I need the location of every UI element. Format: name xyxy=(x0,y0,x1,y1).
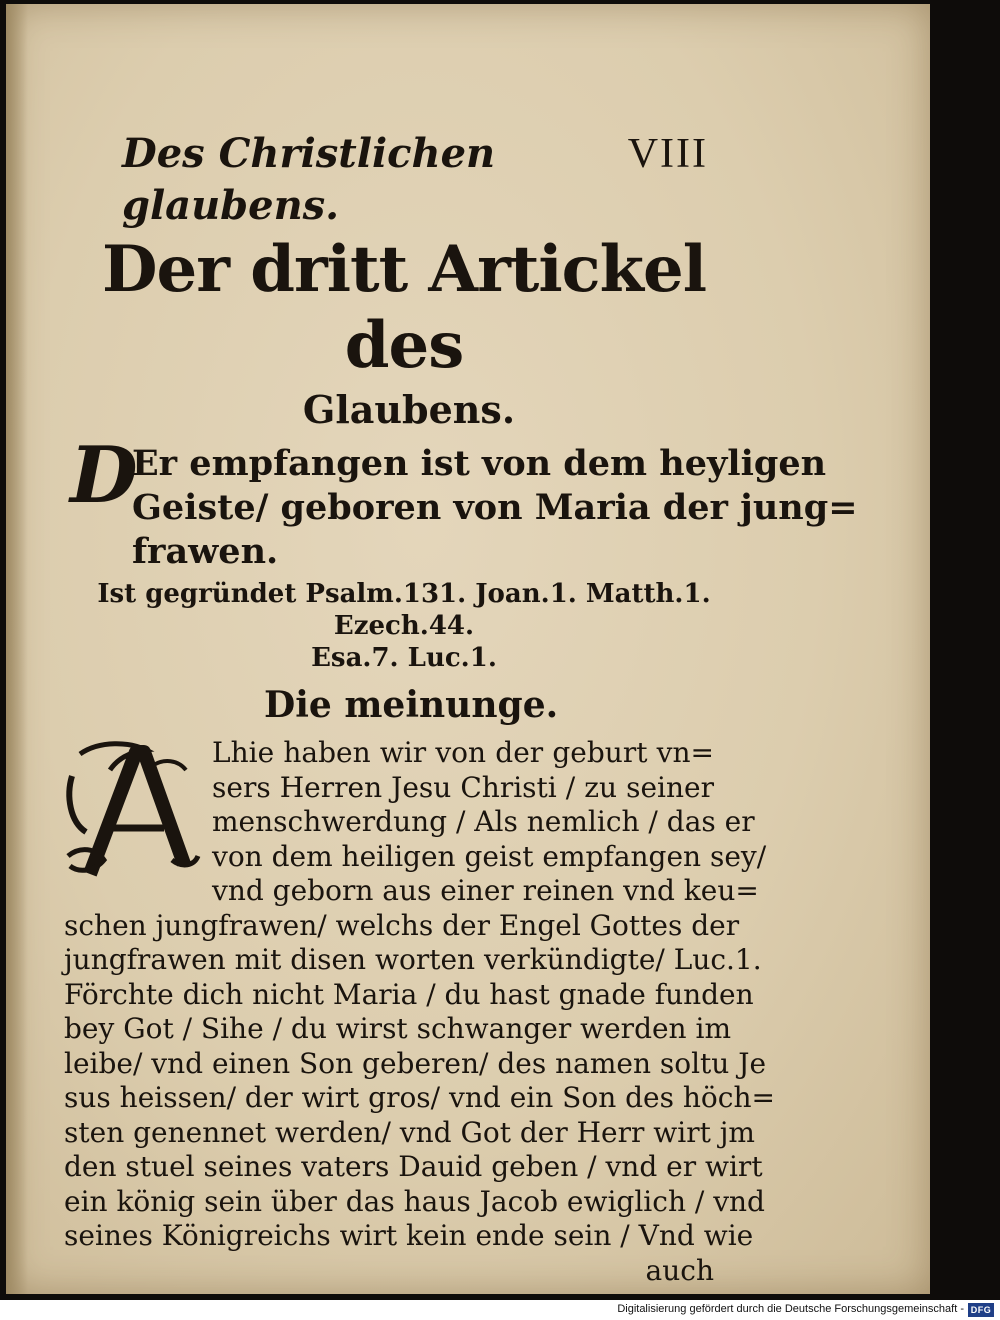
running-head xyxy=(64,128,714,232)
dfg-logo: DFG xyxy=(968,1303,994,1317)
creed-line: frawen. xyxy=(132,531,279,572)
body-line: Lhie haben wir von der geburt vn= xyxy=(212,736,714,769)
article-title: Der dritt Artickel des xyxy=(102,232,706,383)
catchword: auch xyxy=(645,1253,714,1287)
citation-line: Esa.7. Luc.1. xyxy=(311,643,497,673)
body-line: seines Königreichs wirt kein ende sein / Vnd wie xyxy=(64,1219,754,1252)
citation-line: Ist gegründet Psalm.131. Joan.1. Matth.1. Ezech.44. xyxy=(97,579,711,641)
body-line: bey Got / Sihe / du wirst schwanger werden im xyxy=(64,1012,731,1045)
book-page xyxy=(6,4,930,1294)
article-initial-letter: D xyxy=(70,430,138,521)
body-line: von dem heiligen geist empfangen sey/ xyxy=(212,839,767,873)
body-line: jungfrawen mit disen worten verkündigte/ Luc.1. xyxy=(64,943,762,976)
footer-bar xyxy=(0,1300,1000,1320)
body-line: den stuel seines vaters Dauid geben / vnd er wirt xyxy=(64,1150,763,1183)
text-block xyxy=(64,128,858,1288)
page-gutter-shadow xyxy=(6,4,28,1294)
body-line: Förchte dich nicht Maria / du hast gnade funden xyxy=(64,977,754,1011)
body-line: sers Herren Jesu Christi / zu seiner xyxy=(212,770,714,804)
body-line: sten genennet werden/ vnd Got der Herr wirt jm xyxy=(64,1115,755,1149)
body-line: sus heissen/ der wirt gros/ vnd ein Son des höch= xyxy=(64,1081,775,1114)
body-line: vnd geborn aus einer reinen vnd keu= xyxy=(212,874,759,907)
decorated-drop-cap xyxy=(60,736,202,882)
creed-line: Er empfangen ist von dem heyligen xyxy=(132,443,827,484)
folio-number: VIII xyxy=(627,131,708,177)
section-heading: Die meinunge. xyxy=(264,684,559,726)
body-line: leibe/ vnd einen Son geberen/ des namen soltu Je xyxy=(64,1046,767,1080)
drop-cap-ornament-icon xyxy=(60,736,202,882)
funding-notice: Digitalisierung gefördert durch die Deutsche Forschungsgemeinschaft - xyxy=(617,1303,964,1315)
body-line: ein könig sein über das haus Jacob ewiglich / vnd xyxy=(64,1184,765,1218)
body-line: schen jungfrawen/ welchs der Engel Gottes der xyxy=(64,908,740,942)
creed-article xyxy=(64,430,858,574)
scripture-citation xyxy=(94,578,714,674)
article-subtitle: Glaubens. xyxy=(302,387,516,432)
body-text xyxy=(64,736,775,1288)
body-line: menschwerdung / Als nemlich / das er xyxy=(212,805,755,838)
running-head-title: Des Christlichen glaubens. xyxy=(122,130,496,229)
creed-line: Geiste/ geboren von Maria der jung= xyxy=(132,487,858,528)
